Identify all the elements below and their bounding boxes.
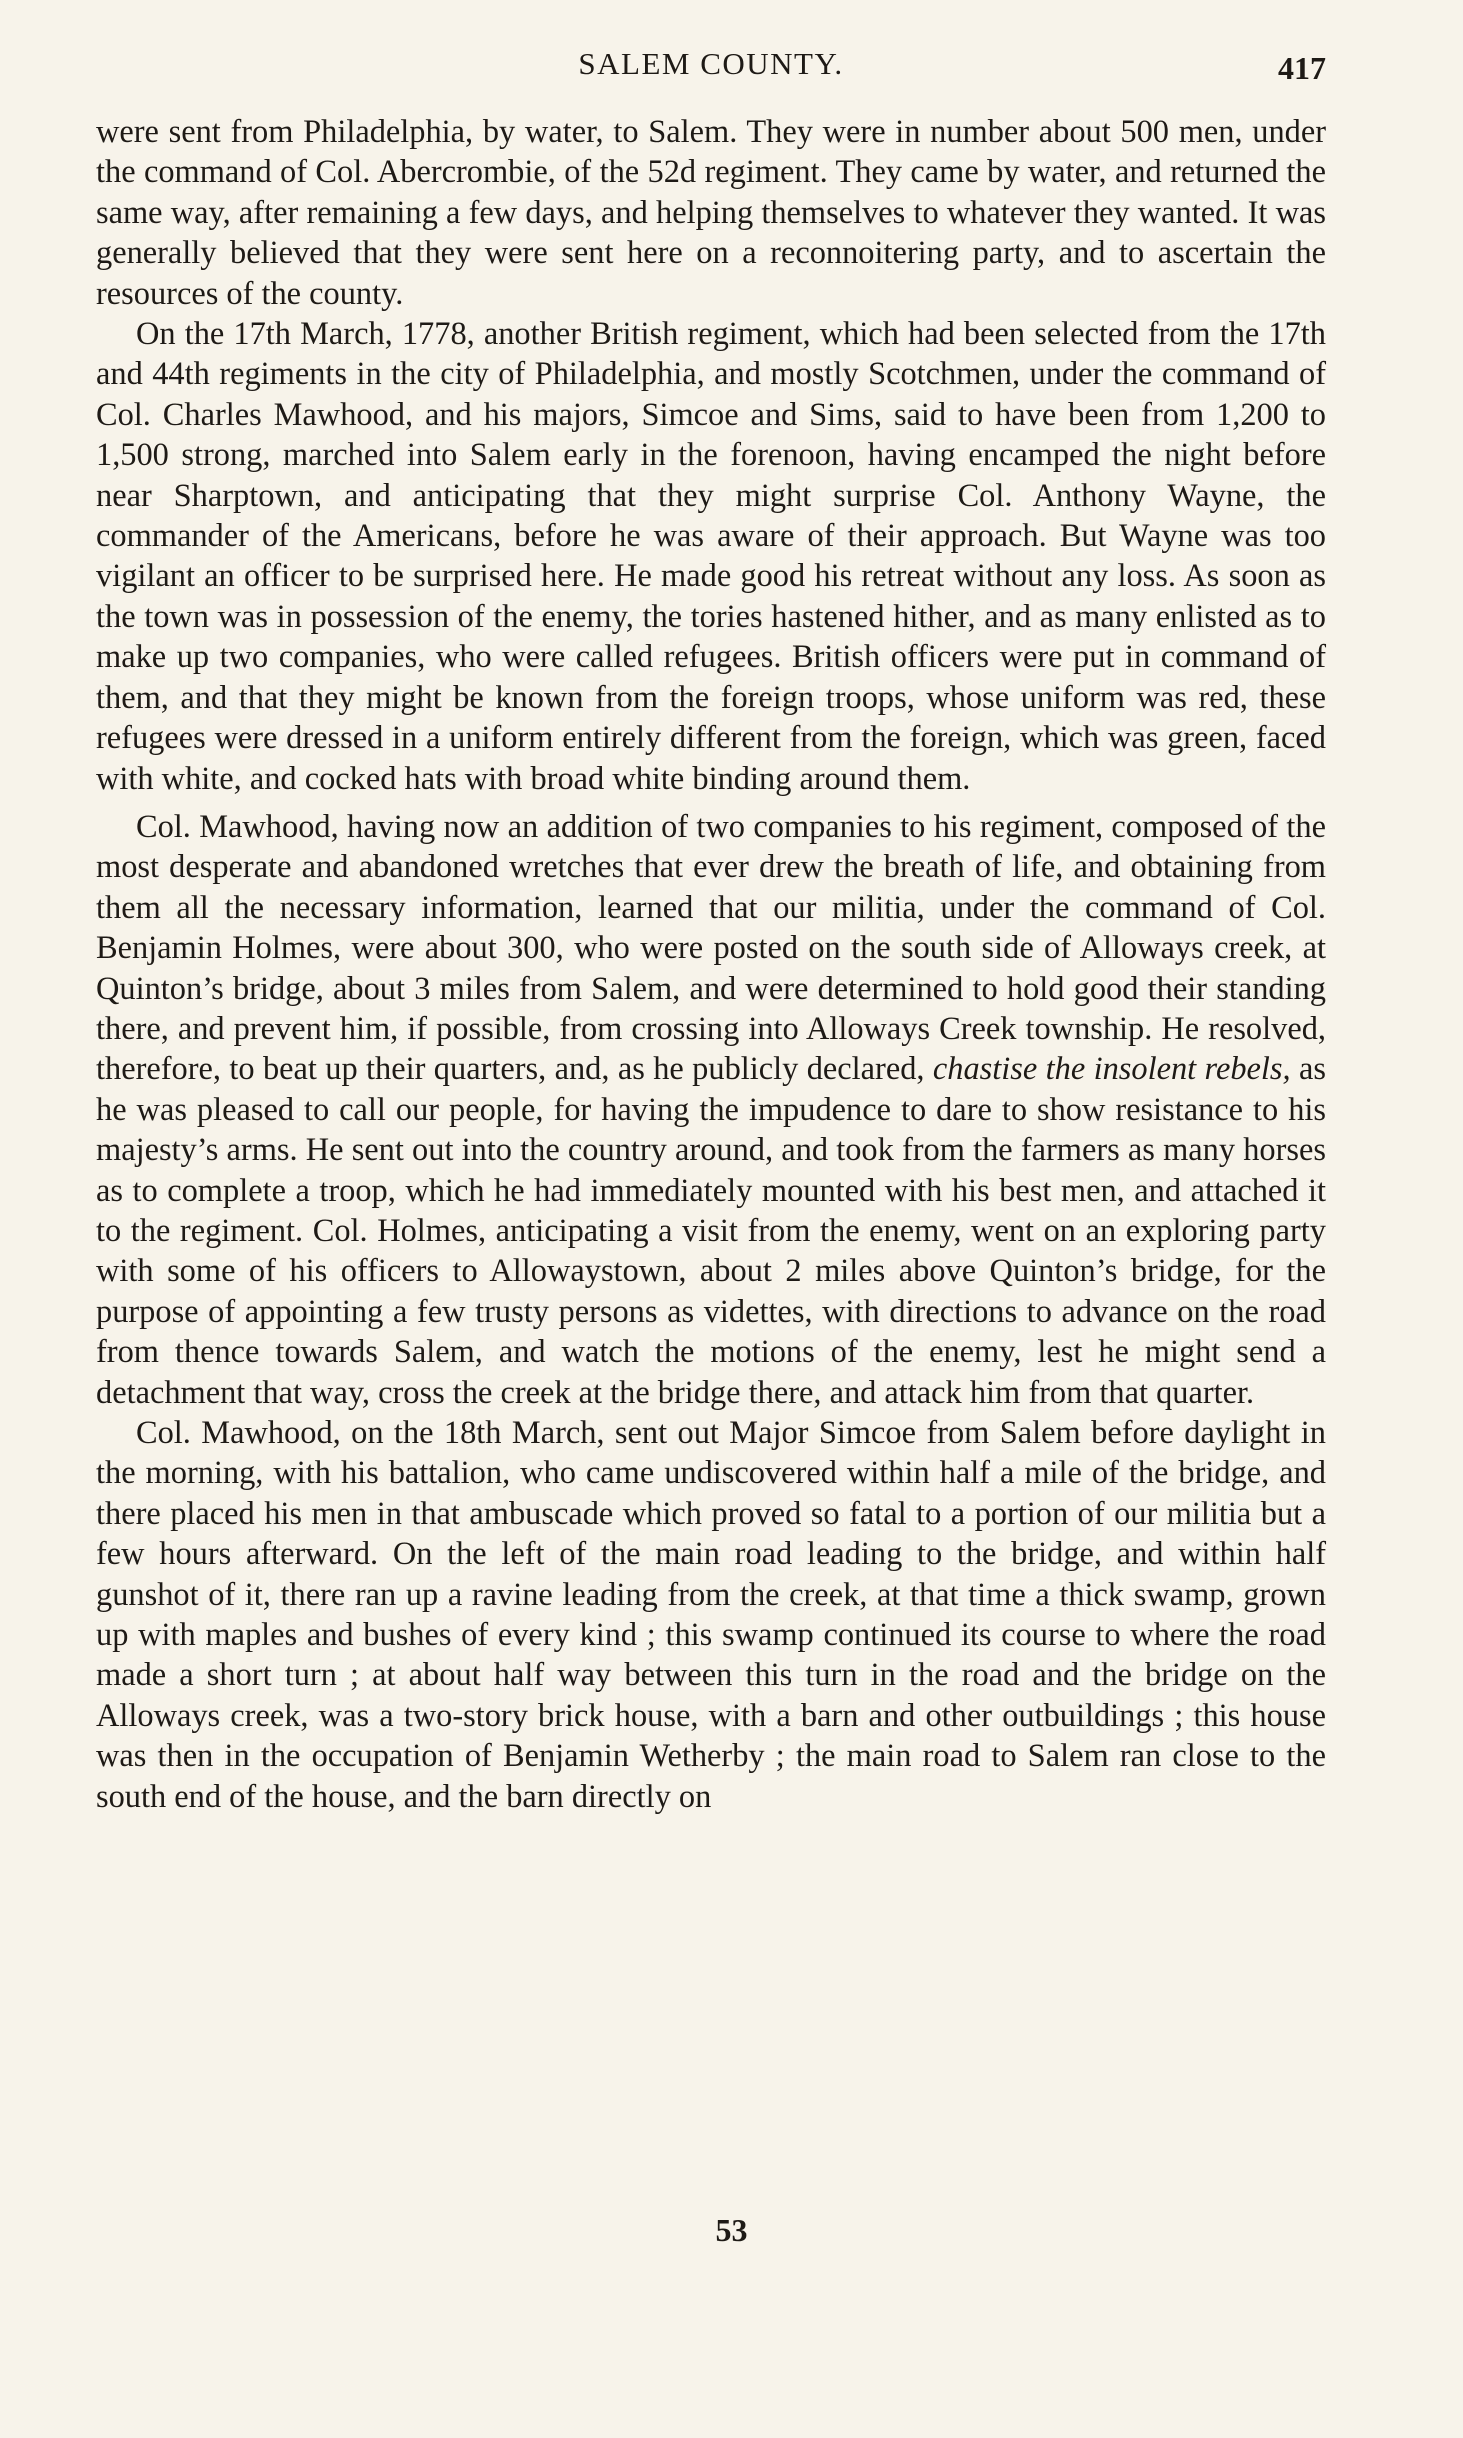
paragraph [96, 1413, 1326, 1817]
paragraph-text: Col. Mawhood, having now an addition of two companies to his regiment, composed of the most desperate and abandoned wretches that ever drew the breath of life, and obtaining from them all the necessary information, learned that our militia, under the command of Col. Benjamin Holmes, were about 300, who were posted on the south side of Alloways creek, at Quinton’s bridge, about 3 miles from Salem, and were determined to hold good their standing there, and prevent him, if possible, from crossing into Alloways Creek township. He resolved, therefore, to beat up their quarters, and, as he publicly declared, [96, 808, 1326, 1088]
page-header [96, 40, 1326, 100]
body-text [96, 112, 1326, 1817]
running-head: SALEM COUNTY. [578, 46, 844, 81]
signature-mark: 53 [715, 2212, 748, 2248]
paragraph [96, 112, 1326, 314]
paragraph [96, 314, 1326, 799]
paragraph-text: were sent from Philadelphia, by water, to Salem. They were in number about 500 men, under the command of Col. Abercrombie, of the 52d regiment. They came by water, and returned the same way, after remaining a few days, and helping themselves to whatever they wanted. It was generally believed that they were sent here on a reconnoitering party, and to ascertain the resources of the county. [96, 114, 1326, 312]
paragraph-text: Col. Mawhood, on the 18th March, sent out Major Simcoe from Salem before daylight in the morning, with his battalion, who came undiscovered within half a mile of the bridge, and there placed his men in that ambuscade which proved so fatal to a portion of our militia but a few hours afterward. On the left of the main road leading to the bridge, and within half gunshot of it, there ran up a ravine leading from the creek, at that time a thick swamp, grown up with maples and bushes of every kind ; this swamp continued its course to where the road made a short turn ; at about half way between this turn in the road and the bridge on the Alloways creek, was a two-story brick house, with a barn and other outbuildings ; this house was then in the occupation of Benjamin Wetherby ; the main road to Salem ran close to the south end of the house, and the barn directly on [96, 1415, 1326, 1815]
paragraph-text: as he was pleased to call our people, for having the impudence to dare to show resistance to his majesty’s arms. He sent out into the country around, and took from the farmers as many horses as to complete a troop, which he had immediately mounted with his best men, and attached it to the regiment. Col. Holmes, anticipating a visit from the enemy, went on an exploring party with some of his officers to Allowaystown, about 2 miles above Quinton’s bridge, for the purpose of appointing a few trusty persons as videttes, with directions to advance on the road from thence towards Salem, and watch the motions of the enemy, lest he might send a detachment that way, cross the creek at the bridge there, and attack him from that quarter. [96, 1051, 1326, 1411]
paragraph [96, 807, 1326, 1413]
italic-quote: chastise the insolent rebels, [932, 1051, 1291, 1088]
paragraph-text: On the 17th March, 1778, another British regiment, which had been selected from the 17th and 44th regiments in the city of Philadelphia, and mostly Scotchmen, under the command of Col. Charles Mawhood, and his majors, Simcoe and Sims, said to have been from 1,200 to 1,500 strong, marched into Salem early in the forenoon, having encamped the night before near Sharptown, and anticipating that they might surprise Col. Anthony Wayne, the commander of the Americans, before he was aware of their approach. But Wayne was too vigilant an officer to be surprised here. He made good his retreat without any loss. As soon as the town was in possession of the enemy, the tories hastened hither, and as many enlisted as to make up two companies, who were called refugees. British officers were put in command of them, and that they might be known from the foreign troops, whose uniform was red, these refugees were dressed in a uniform entirely different from the foreign, which was green, faced with white, and cocked hats with broad white binding around them. [96, 316, 1326, 797]
page-number: 417 [1278, 50, 1326, 86]
